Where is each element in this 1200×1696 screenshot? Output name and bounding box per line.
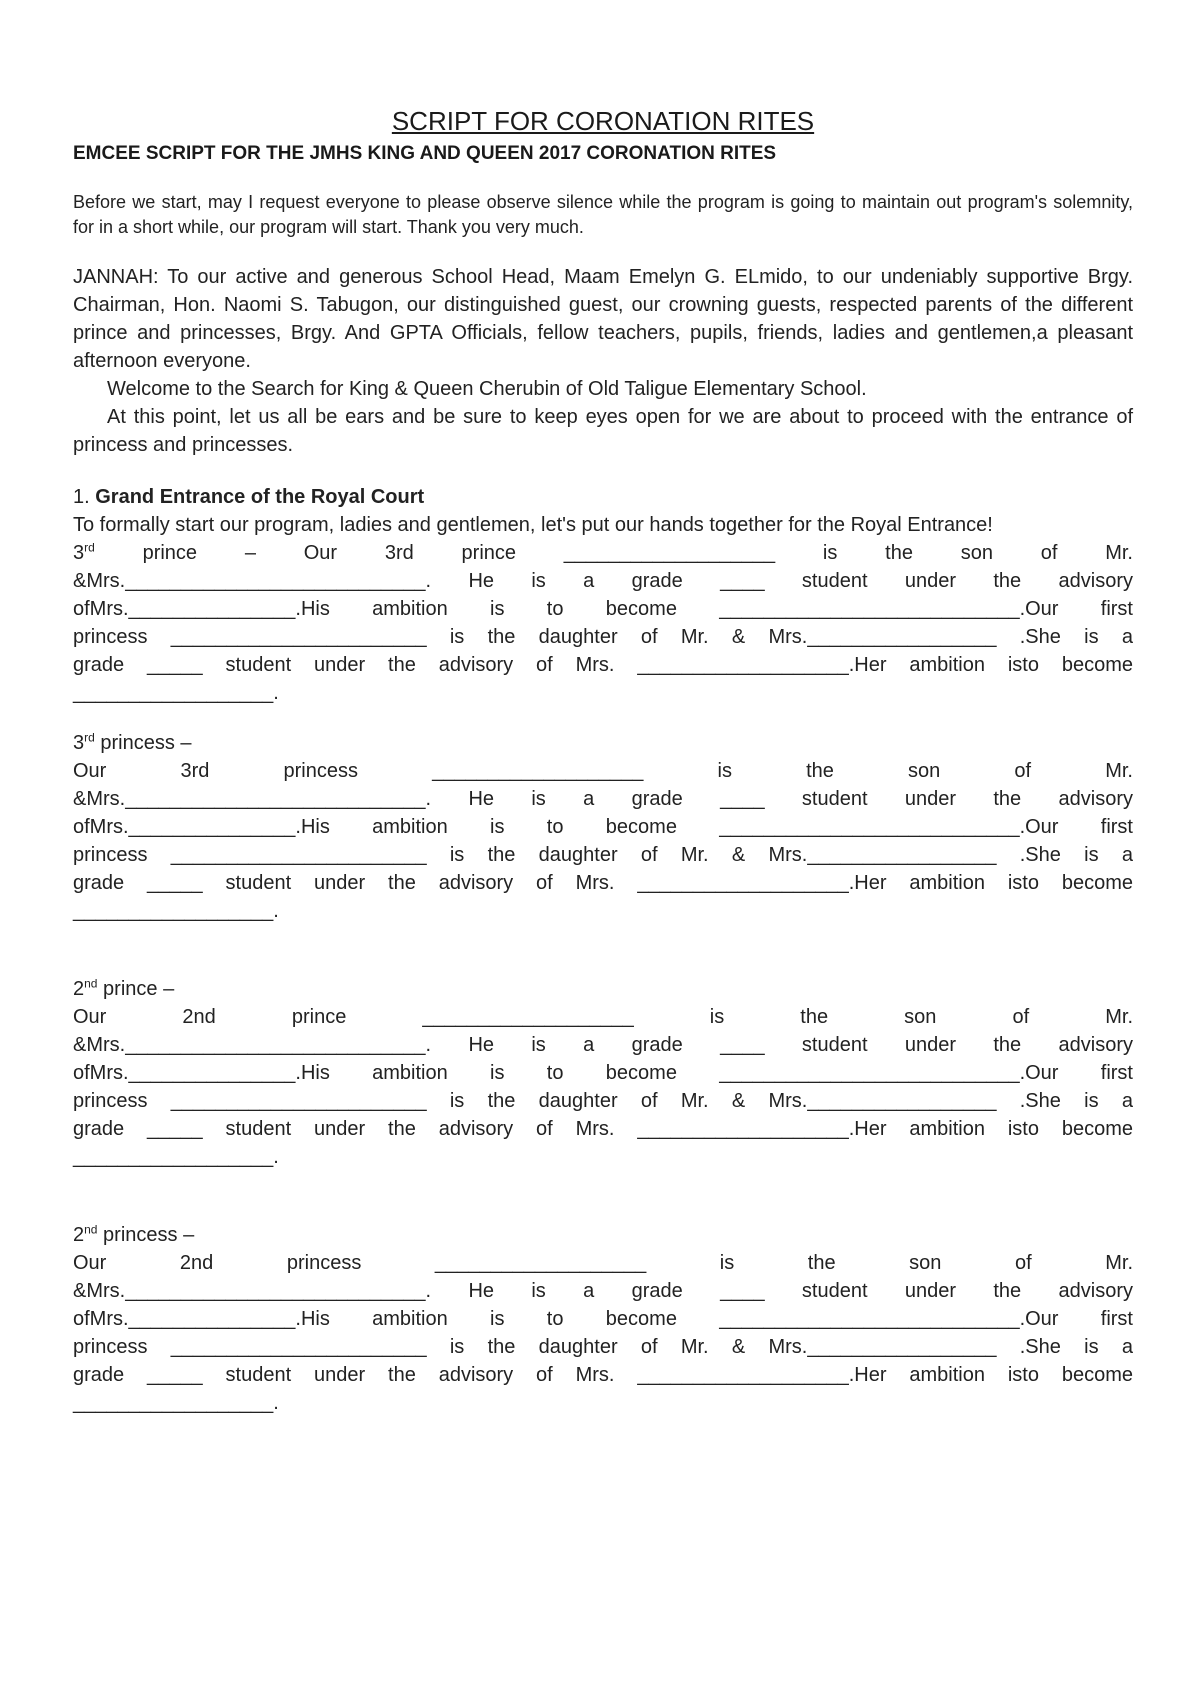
spacer (73, 925, 1133, 975)
court-ordinal: 2 (73, 1224, 85, 1246)
court-line: Our 2nd princess ___________________ is the son of Mr. (73, 1252, 1133, 1274)
court-line: __________________. (73, 900, 279, 922)
proceed-paragraph: At this point, let us all be ears and be sure to keep eyes open for we are about to proceed with the entrance of princess and princesses. (73, 406, 1133, 456)
court-line: &Mrs.___________________________. He is a grade ____ student under the advisory (73, 1034, 1133, 1056)
court-entry (73, 975, 1133, 1171)
welcome-paragraph: Welcome to the Search for King & Queen Cherubin of Old Taligue Elementary School. (107, 378, 867, 400)
court-line: grade _____ student under the advisory of Mrs. ___________________.Her ambition isto become (73, 654, 1133, 676)
court-line: princess _______________________ is the daughter of Mr. & Mrs._________________ .She is a (73, 1090, 1133, 1112)
court-line: grade _____ student under the advisory of Mrs. ___________________.Her ambition isto become (73, 1118, 1133, 1140)
court-line: ofMrs._______________.His ambition is to become ___________________________.Our first (73, 816, 1133, 838)
court-label: princess – (100, 732, 192, 754)
court-line: Our 3rd princess ___________________ is the son of Mr. (73, 760, 1133, 782)
court-line: grade _____ student under the advisory of Mrs. ___________________.Her ambition isto become (73, 872, 1133, 894)
document-title: SCRIPT FOR CORONATION RITES (391, 106, 815, 136)
section-title: Grand Entrance of the Royal Court (95, 486, 425, 508)
court-line: &Mrs.___________________________. He is a grade ____ student under the advisory (73, 1280, 1133, 1302)
court-ordinal: 2 (73, 978, 85, 1000)
court-ordinal-suffix: rd (84, 540, 95, 555)
court-line: ofMrs._______________.His ambition is to become ___________________________.Our first (73, 598, 1133, 620)
court-heading (73, 729, 1133, 757)
court-label: princess – (103, 1224, 195, 1246)
court-line (73, 539, 1133, 567)
entrance-paragraph: To formally start our program, ladies and gentlemen, let's put our hands together for the Royal Entrance! (73, 514, 993, 536)
court-entry (73, 1221, 1133, 1417)
court-ordinal: 3 (73, 732, 85, 754)
court-heading (73, 1221, 1133, 1249)
court-entry (73, 539, 1133, 707)
court-line: princess _______________________ is the daughter of Mr. & Mrs._________________ .She is a (73, 1336, 1133, 1358)
court-line: __________________. (73, 1392, 279, 1414)
court-line: ofMrs._______________.His ambition is to become ___________________________.Our first (73, 1308, 1133, 1330)
court-ordinal-suffix: rd (84, 730, 95, 745)
court-line: __________________. (73, 682, 279, 704)
section-heading: 1. Grand Entrance of the Royal Court (73, 486, 425, 508)
court-line: __________________. (73, 1146, 279, 1168)
document-body (73, 104, 1133, 1417)
court-entry (73, 729, 1133, 925)
court-line: &Mrs.___________________________. He is a grade ____ student under the advisory (73, 570, 1133, 592)
court-line: grade _____ student under the advisory of Mrs. ___________________.Her ambition isto become (73, 1364, 1133, 1386)
court-ordinal-suffix: nd (84, 976, 98, 991)
document-subtitle: EMCEE SCRIPT FOR THE JMHS KING AND QUEEN 2017 CORONATION RITES (73, 143, 777, 164)
court-ordinal-suffix: nd (84, 1222, 98, 1237)
court-label: prince – (142, 542, 256, 564)
court-line: Our 2nd prince ___________________ is the son of Mr. (73, 1006, 1133, 1028)
court-line: &Mrs.___________________________. He is a grade ____ student under the advisory (73, 788, 1133, 810)
intro-paragraph: Before we start, may I request everyone to please observe silence while the program is going to maintain out program's solemnity, for in a short while, our program will start. Thank you very much. (73, 192, 1133, 237)
court-line: princess _______________________ is the daughter of Mr. & Mrs._________________ .She is a (73, 844, 1133, 866)
spacer (73, 707, 1133, 729)
court-heading (73, 975, 1133, 1003)
court-line: princess _______________________ is the daughter of Mr. & Mrs._________________ .She is a (73, 626, 1133, 648)
spacer (73, 1171, 1133, 1221)
court-label: prince – (103, 978, 175, 1000)
court-ordinal: 3 (73, 542, 85, 564)
jannah-paragraph: JANNAH: To our active and generous School Head, Maam Emelyn G. ELmido, to our undeniably supportive Brgy. Chairman, Hon. Naomi S. Tabugon, our distinguished guest, our crowning guests, respected parents of the different prince and princesses, Brgy. And GPTA Officials, fellow teachers, pupils, friends, ladies and gentlemen,a pleasant afternoon everyone. (73, 266, 1133, 372)
court-line-text: Our 3rd prince ___________________ is the son of Mr. (303, 542, 1133, 564)
court-line: ofMrs._______________.His ambition is to become ___________________________.Our first (73, 1062, 1133, 1084)
section-number: 1 (73, 486, 85, 508)
